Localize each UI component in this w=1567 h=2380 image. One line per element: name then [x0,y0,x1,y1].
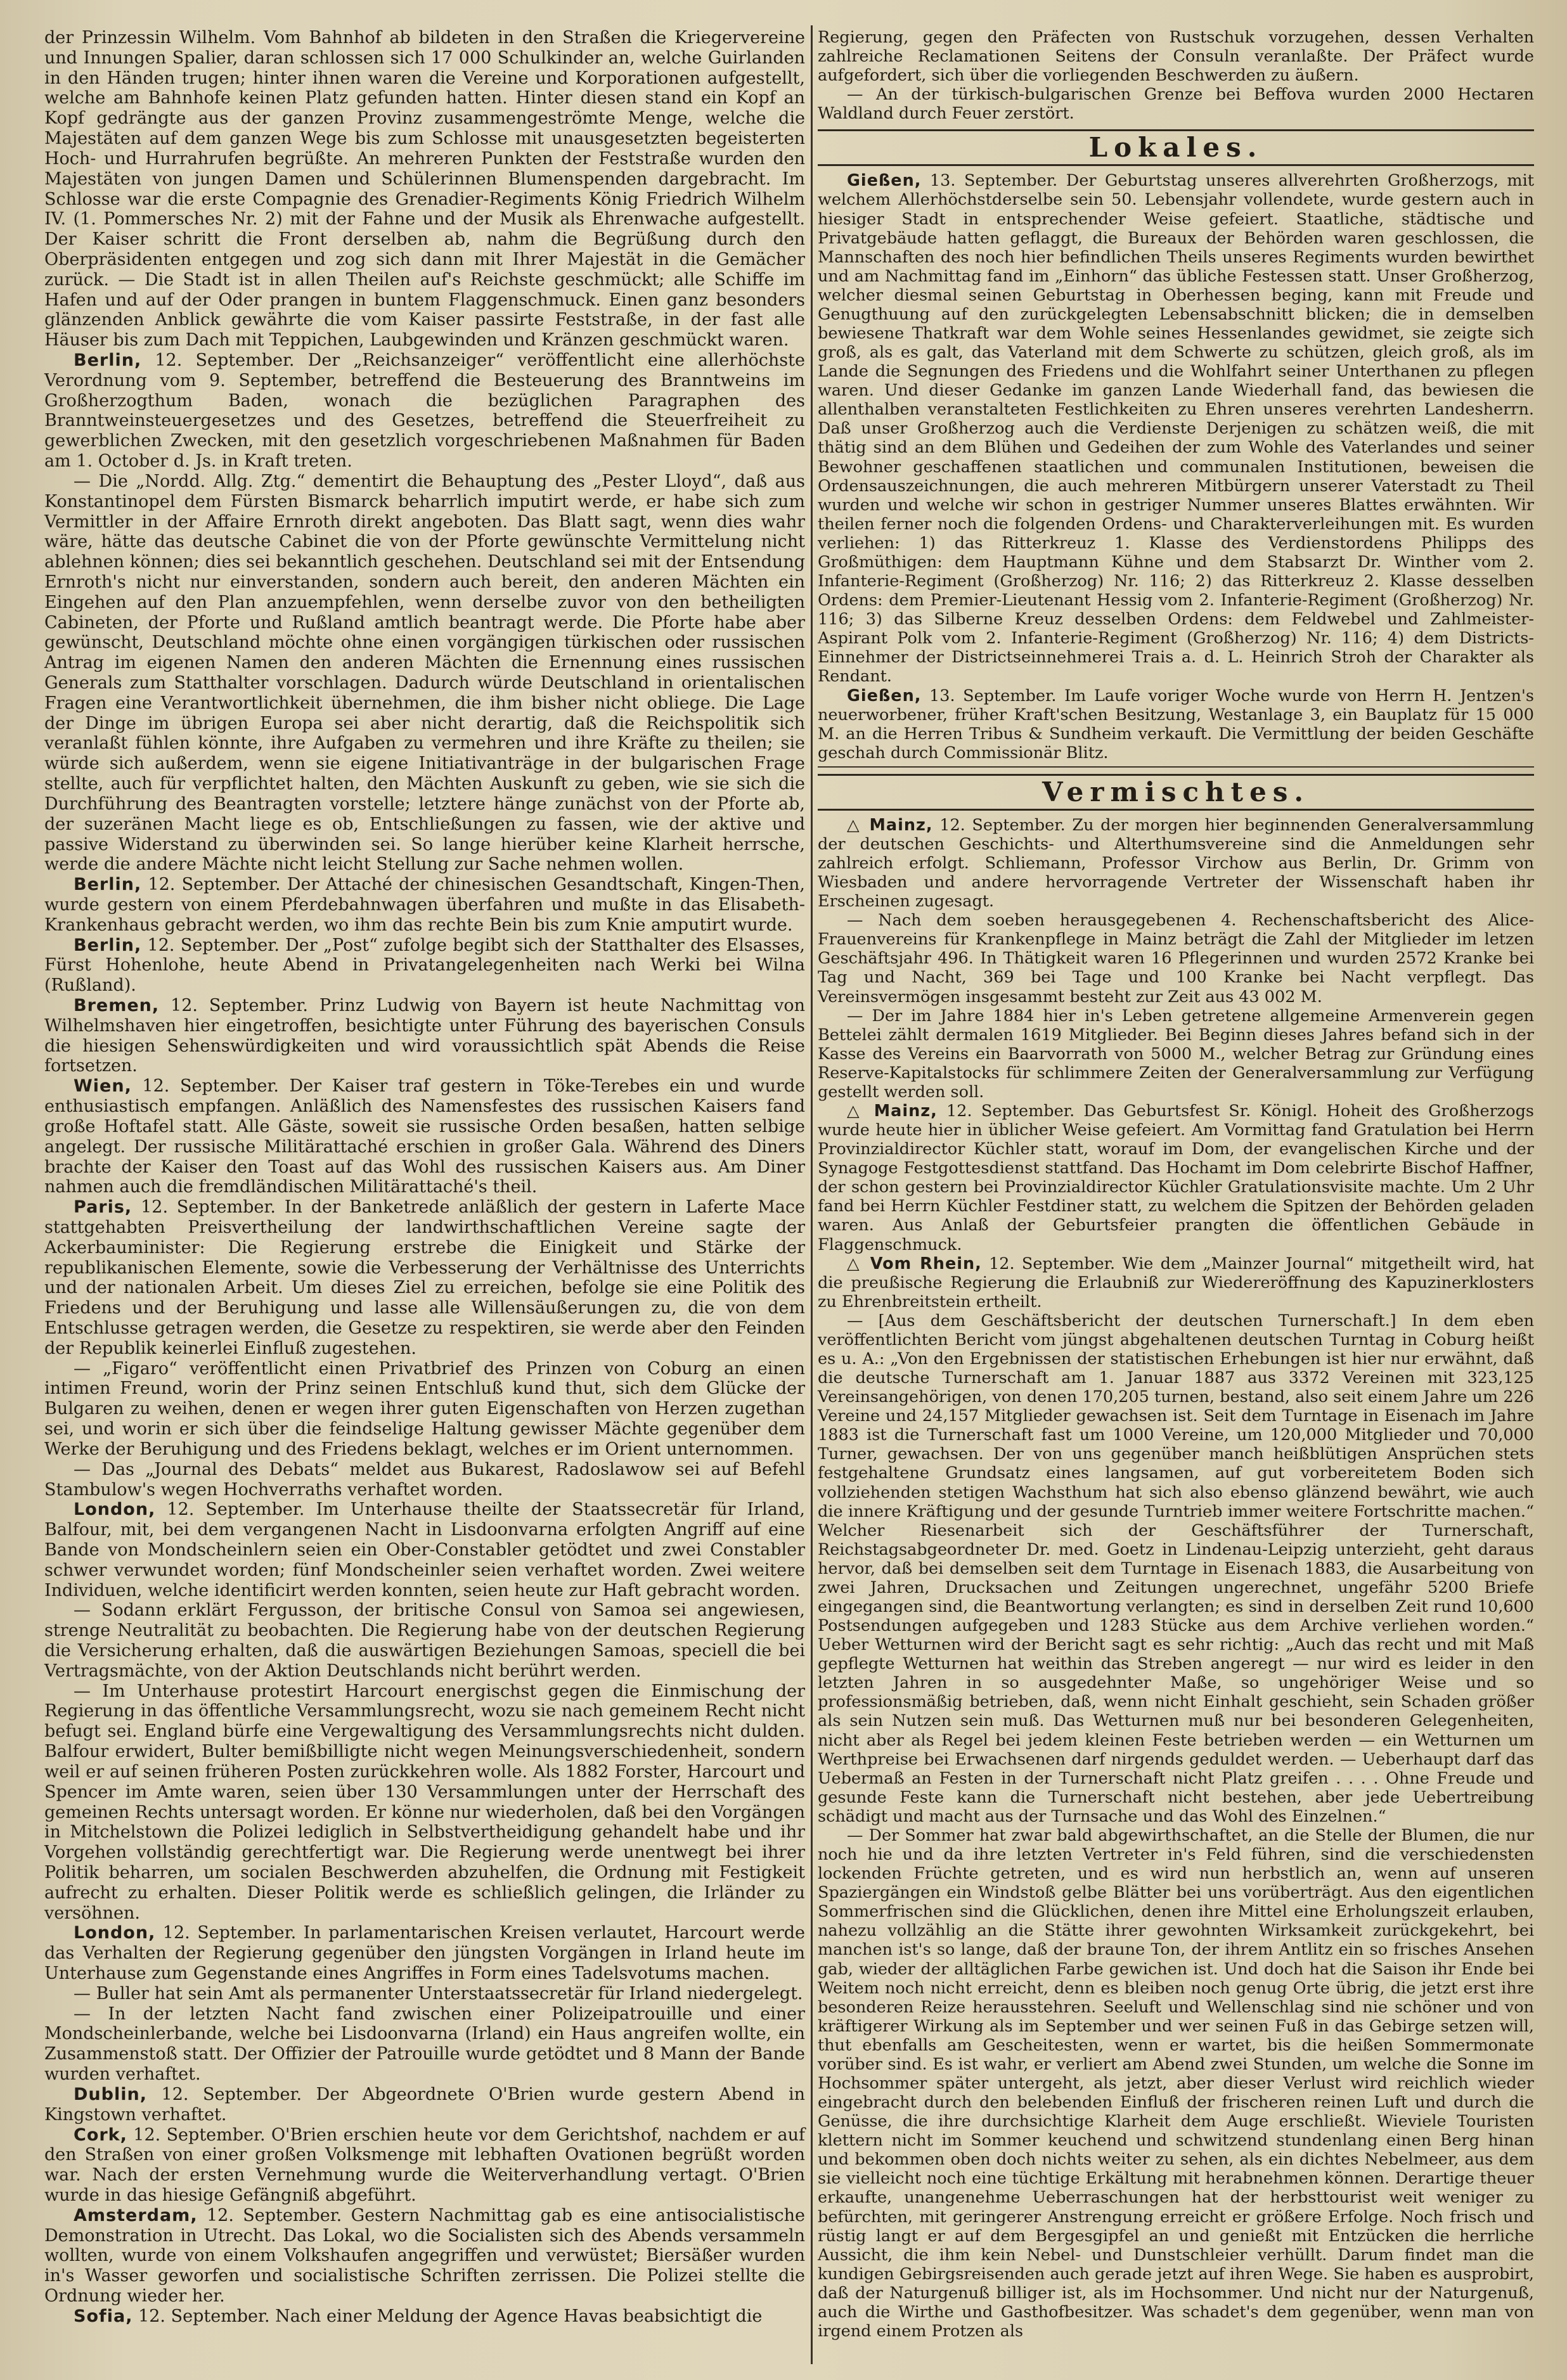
article-paragraph [44,2085,805,2125]
dateline: Bremen, [74,996,160,1015]
paragraph-text: — Der Sommer hat zwar bald abgewirthschaftet, an die Stelle der Blumen, die nur noch hie und da ihre letzten Vertreter in's Feld führen, sind die verschiedensten lockenden Früchte getreten, und es wird nun herbstlich an, wenn auf unseren Spaziergängen ein Windstoß gelbe Blätter bei uns vorüberträgt. Aus den eigentlichen Sommerfrischen sind die Glücklichen, denen ihre Mittel eine Erholungszeit erlauben, nahezu vollzählig an die Stätte ihrer gewohnten Wirksamkeit zurückgekehrt, bei manchen ist's so lange, daß der braune Ton, der ihrem Antlitz ein so frisches Ansehen gab, wieder der alltäglichen Farbe gewichen ist. Und doch hat die Saison ihr Ende bei Weitem noch nicht erreicht, denn es bleiben noch genug Orte übrig, die jetzt erst ihre besonderen Reize herausstehren. Seeluft und Wellenschlag sind nie schöner und von kräftigerer Wirkung als im September und wer seinen Fuß in das Gebirge setzen will, thut ebenfalls am Gescheitesten, wenn er wartet, bis die heißen Sommermonate vorüber sind. Es ist wahr, er verliert am Abend zwei Stunden, um welche die Sonne im Hochsommer später untergeht, als jetzt, aber dieser Verlust wird reichlich wieder eingebracht durch den belebenden Einfluß der frischeren reinen Luft und durch die Genüsse, die ihre durchsichtige Klarheit dem Auge erschließt. Wieviele Touristen klettern nicht im Sommer keuchend und schwitzend stundenlang einen Berg hinan und bekommen oben doch nichts weiter zu sehen, als ein dichtes Nebelmeer, aus dem sie vielleicht noch eine tüchtige Erkältung mit herabnehmen können. Derartige theuer erkaufte, unangenehme Ueberraschungen hat der herbsttourist weit weniger zu befürchten, mit geringerer Anstrengung erreicht er größere Erfolge. Noch frisch und rüstig langt er auf dem Bergesgipfel an und genießt mit Entzücken die herrliche Aussicht, die ihm kein Nebel- und Dunstschleier verhüllt. Darum findet man die kundigen Gebirgsreisenden auch gerade jetzt auf ihren Wege. Sie haben es ausprobirt, daß der Naturgenuß billiger ist, als im Hochsommer. Und nicht nur der Naturgenuß, auch die Wirthe und Gasthofbesitzer. Was schadet's dem gegenüber, wenn man von irgend einem Protzen als [818,1825,1534,2341]
column-rule [811,25,813,2364]
article-paragraph [44,2306,805,2327]
article-paragraph [44,1076,805,1197]
paragraph-text: — Das „Journal des Debats“ meldet aus Bukarest, Radoslawow sei auf Befehl Stambulow's wegen Hochverraths verhaftet worden. [44,1459,805,1500]
article-paragraph [44,1682,805,1924]
paragraph-text: 13. September. Im Laufe voriger Woche wurde von Herrn H. Jentzen's neuerworbener, früher Kraft'schen Besitzung, Westanlage 3, ein Bauplatz für 15 000 M. an die Herren Tribus & Sundheim verkauft. Die Vermittlung der beiden Geschäfte geschah durch Commissionär Blitz. [818,686,1534,762]
paragraph-text: — An der türkisch-bulgarischen Grenze bei Beffova wurden 2000 Hectaren Waldland durch Feuer zerstört. [818,85,1534,124]
paragraph-text: — Der im Jahre 1884 hier in's Leben getretene allgemeine Armenverein gegen Bettelei zählt dermalen 1619 Mitglieder. Bei Beginn dieses Jahres befand sich in der Kasse des Vereins ein Baarvorrath von 5000 M., welcher Betrag zur Gründung eines Reserve-Kapitalstocks für schlimmere Zeiten der Generalversammlung zur Verfügung gestellt werden soll. [818,1006,1534,1102]
article-paragraph [818,1102,1534,1254]
dateline: Amsterdam, [74,2205,198,2225]
paragraph-text: — In der letzten Nacht fand zwischen einer Polizeipatrouille und einer Mondscheinlerbande, welche bei Lisdoonvarna (Irland) ein Haus angreifen wollte, ein Zusammenstoß statt. Der Offizier der Patrouille wurde getödtet und 8 Mann der Bande wurden verhaftet. [44,2004,805,2085]
article-paragraph [818,85,1534,123]
paragraph-text: — Die „Nordd. Allg. Ztg.“ dementirt die Behauptung des „Pester Lloyd“, daß aus Konstantinopel dem Fürsten Bismarck beharrlich imputirt werde, er habe sich zum Vermittler in der Affaire Ernroth direkt angeboten. Das Blatt sagt, wenn dies wahr wäre, hätte das deutsche Cabinet die von der Pforte gewünschte Vermittelung nicht ablehnen können; dies sei bekanntlich geschehen. Deutschland sei mit der Entsendung Ernroth's nicht nur einverstanden, sondern auch bereit, den anderen Mächten ein Eingehen auf den Plan anzuempfehlen, wenn derselbe zuvor von den betheiligten Cabineten, der Pforte und Rußland amtlich beantragt werde. Die Pforte habe aber gewünscht, Deutschland möchte ohne einen vorgängigen türkischen oder russischen Antrag im eigenen Namen den anderen Mächten die Ernennung eines russischen Generals zum Statthalter vorschlagen. Dadurch würde Deutschland in orientalischen Fragen eine Verantwortlichkeit übernehmen, die ihm bisher nicht obliege. Die Lage der Dinge im übrigen Europa sei aber nicht derartig, daß die Reichspolitik sich veranlaßt fühlen könnte, ihre Aufgaben zu vermehren und ihre Kräfte zu theilen; sie würde sich außerdem, wenn sie eigene Initiativanträge in der bulgarischen Frage stellte, auch für verpflichtet halten, den Mächten Auskunft zu geben, wie sie sich die Durchführung des Beantragten vorstelle; letztere hänge zunächst von der Pforte ab, der suzeränen Macht liege es ob, Entschließungen zu fassen, wie der aktive und passive Widerstand zu überwinden sei. So lange hierüber keine Klarheit herrsche, werde die andere Mächte nicht leicht Stellung zur Sache nehmen wollen. [44,471,805,875]
paragraph-text: — Im Unterhause protestirt Harcourt energischst gegen die Einmischung der Regierung in das öffentliche Versammlungsrecht, wozu sie nach gemeinem Recht nicht befugt sei. England bürfe eine Vergewaltigung des Versammlungsrechts nicht dulden. Balfour erwidert, Bulter bemißbilligte nicht wegen Meinungsverschiedenheit, sondern weil er auf seinen früheren Posten zurückkehren wolle. Als 1882 Forster, Harcourt und Spencer im Amte waren, seien über 130 Versammlungen unter der Herrschaft des gemeinen Rechts untersagt worden. Er könne nur wiederholen, daß bei den Vorgängen in Mitchelstown die Polizei lediglich in Selbstvertheidigung gehandelt habe und ihr Vorgehen vollständig gerechtfertigt war. Die Regierung werde unentwegt bei ihrer Politik beharren, um socialen Beschwerden abzuhelfen, die Ordnung mit Festigkeit aufrecht zu erhalten. Dieser Politik werde es schließlich gelingen, die Irländer zu versöhnen. [44,1681,805,1923]
paragraph-text: 12. September. Der Attaché der chinesischen Gesandtschaft, Kingen-Then, wurde gestern von einem Pferdebahnwagen überfahren und mußte in das Elisabeth-Krankenhaus gebracht werden, wo ihm das rechte Bein bis zum Knie amputirt wurde. [44,875,805,935]
section-heading-lokales: Lokales. [818,129,1534,166]
article-paragraph [818,1254,1534,1311]
right-column [818,28,1534,2341]
article-paragraph [818,911,1534,1006]
article-paragraph [44,996,805,1076]
paragraph-text: 12. September. Der Kaiser traf gestern in Töke-Terebes ein und wurde enthusiastisch empfangen. Anläßlich des Namensfestes des russischen Kaisers fand große Hoftafel statt. Alle Gäste, soweit sie russische Orden besaßen, hatten selbige angelegt. Der russische Militärattaché erschien in großer Gala. Während des Diners brachte der Kaiser den Toast auf das Wohl des russischen Kaisers aus. Am Diner nahmen auch die fremdländischen Militärattaché's theil. [44,1076,805,1197]
dateline: △ Vom Rhein, [847,1254,982,1273]
paragraph-text: — Nach dem soeben herausgegebenen 4. Rechenschaftsbericht des Alice-Frauenvereins für Krankenpflege in Mainz beträgt die Zahl der Mitglieder im letzen Geschäftsjahr 496. In Thätigkeit waren 16 Pflegerinnen und wurden 2572 Kranke bei Tag und Nacht, 369 bei Tage und 100 Kranke bei Nacht verpflegt. Das Vereinsvermögen insgesammt besteht zur Zeit aus 43 002 M. [818,911,1534,1007]
article-paragraph [818,171,1534,686]
section-divider [818,766,1534,768]
article-paragraph [44,1600,805,1681]
article-paragraph [44,875,805,935]
article-paragraph [44,28,805,351]
article-paragraph [44,1460,805,1500]
article-paragraph [44,936,805,996]
dateline: London, [74,1500,156,1520]
paragraph-text: 12. September. O'Brien erschien heute vor dem Gerichtshof, nachdem er auf den Straßen von einer großen Volksmenge mit lebhaften Ovationen begrüßt worden war. Nach der ersten Vernehmung wurde die Weiterverhandlung vertagt. O'Brien wurde in das hiesige Gefängniß abgeführt. [44,2125,805,2205]
paragraph-text: — Buller hat sein Amt als permanenter Unterstaatssecretär für Irland niedergelegt. [74,1983,803,2004]
right-column-continuation [818,28,1534,123]
article-paragraph [818,28,1534,85]
paragraph-text: 12. September. In parlamentarischen Kreisen verlautet, Harcourt werde das Verhalten der Regierung gegenüber den jüngsten Vorgängen in Irland heute im Unterhause zum Gegenstande eines Angriffes in Form eines Tadelsvotums machen. [44,1923,805,1983]
lokales-section [818,171,1534,762]
paragraph-text: 12. September. Der „Reichsanzeiger“ veröffentlicht eine allerhöchste Verordnung vom 9. September, betreffend die Besteuerung des Branntweins im Großherzogthum Baden, wonach die bezüglichen Paragraphen des Branntweinsteuergesetzes und des Gesetzes, betreffend die Steuerfreiheit zu gewerblichen Zwecken, mit den gesetzlich vorgeschriebenen Maßnahmen für Baden am 1. October d. Js. in Kraft treten. [44,351,805,472]
article-paragraph [44,1923,805,1983]
paragraph-text: 12. September. Der „Post“ zufolge begibt sich der Statthalter des Elsasses, Fürst Hohenlohe, heute Abend in Privatangelegenheiten nach Werki bei Wilna (Rußland). [44,935,805,996]
paragraph-text: 12. September. Das Geburtsfest Sr. Königl. Hoheit des Großherzogs wurde heute hier in üblicher Weise gefeiert. Am Vormittag fand Gratulation bei Herrn Provinzialdirector Küchler statt, worauf im Dom, der evangelischen Kirche und der Synagoge Festgottesdienst stattfand. Das Hochamt im Dom celebrirte Bischof Haffner, der schon gestern bei Provinzialdirector Küchler Gratulationsvisite machte. Um 2 Uhr fand bei Herrn Küchler Festdiner statt, zu welchem die Spitzen der Behörden geladen waren. Aus Anlaß der Geburtsfeier prangten die öffentlichen Gebäude in Flaggenschmuck. [818,1101,1534,1254]
dateline: △ Mainz, [847,815,933,835]
section-heading-vermischtes: Vermischtes. [818,774,1534,811]
article-paragraph [44,2004,805,2085]
paragraph-text: 12. September. Wie dem „Mainzer Journal“ mitgetheilt wird, hat die preußische Regierung die Erlaubniß zur Wiedereröffnung des Kapuzinerklosters zu Ehrenbreitstein ertheilt. [818,1254,1534,1311]
article-paragraph [818,1007,1534,1102]
paragraph-text: 12. September. Zu der morgen hier beginnenden Generalversammlung der deutschen Geschichts- und Alterthumsvereine sind die Anmeldungen sehr zahlreich erfolgt. Schliemann, Professor Virchow aus Berlin, Dr. Grimm von Wiesbaden und andere hervorragende Vertreter der Wissenschaft haben ihr Erscheinen zugesagt. [818,815,1535,911]
paragraph-text: 13. September. Der Geburtstag unseres allverehrten Großherzogs, mit welchem Allerhöchstderselbe sein 50. Lebensjahr vollendete, wurde gestern auch in hiesiger Stadt in entsprechender Weise gefeiert. Staatliche, städtische und Privatgebäude hatten geflaggt, die Bureaux der Behörden waren geschlossen, die Mannschaften des noch hier befindlichen Theils unseres Regiments wurden bewirthet und am Nachmittag fand im „Einhorn“ das übliche Festessen statt. Unser Großherzog, welcher diesmal seinen Geburtstag in Oberhessen beging, kann mit Freude und Genugthuung auf den zurückgelegten Lebensabschnitt blicken; die in demselben bewiesene Thatkraft war dem Wohle seines Hessenlandes gewidmet, sie zeigte sich groß, als es galt, das Vaterland mit dem Schwerte zu schützen, gleich groß, als im Lande die Segnungen des Friedens und die Wohlfahrt seiner Unterthanen zu pflegen waren. Und dieser Gedanke im ganzen Lande Wiederhall fand, das bewiesen die allenthalben veranstalteten Festlichkeiten zu Ehren unseres verehrten Landesherrn. Daß unser Großherzog auch die Verdienste Derjenigen zu schätzen weiß, die mit thätig sind an dem Blühen und Gedeihen der zum Wohle des Vaterlandes und seiner Bewohner geschaffenen staatlichen und communalen Institutionen, beweisen die Ordensauszeichnungen, die auch mehreren Mitbürgern unserer Vaterstadt zu Theil wurden und welche wir schon in gestriger Nummer unseres Blattes erwähnten. Wir theilen ferner noch die folgenden Ordens- und Charakterverleihungen mit. Es wurden verliehen: 1) das Ritterkreuz 1. Klasse des Verdienstordens Philipps des Großmüthigen: dem Hauptmann Kühne und dem Stabsarzt Dr. Winther vom 2. Infanterie-Regiment (Großherzog) Nr. 116; 2) das Ritterkreuz 2. Klasse desselben Ordens: dem Premier-Lieutenant Hessig vom 2. Infanterie-Regiment (Großherzog) Nr. 116; 3) das Silberne Kreuz desselben Ordens: dem Feldwebel und Zahlmeister-Aspirant Polk vom 2. Infanterie-Regiment (Großherzog) Nr. 116; 4) dem Districts-Einnehmer der Districtseinnehmerei Trais a. d. L. Heinrich Stroh der Charakter als Rendant. [818,171,1534,686]
paragraph-text: 12. September. In der Banketrede anläßlich der gestern in Laferte Mace stattgehabten Preisvertheilung der landwirthschaftlichen Vereine sagte der Ackerbauminister: Die Regierung erstrebe die Einigkeit und Stärke der republikanischen Elemente, sowie die Verbesserung der Verhältnisse des Unterrichts und der nationalen Arbeit. Um dieses Ziel zu erreichen, befolge sie eine Politik des Friedens und der Beruhigung und lasse alle Willensäußerungen zu, die von dem Entschlusse getragen werden, die Gesetze zu respektiren, sie werde aber den Feinden der Republik keinerlei Einfluß zugestehen. [44,1197,805,1358]
article-paragraph [44,2206,805,2306]
article-paragraph [44,2125,805,2206]
dateline: Dublin, [74,2084,147,2104]
dateline: Paris, [74,1197,132,1218]
paragraph-text: — „Figaro“ veröffentlicht einen Privatbrief des Prinzen von Coburg an einen intimen Freund, worin der Prinz seinen Entschluß kund thut, sich dem Glücke der Bulgaren zu weihen, denen er wegen ihrer guten Eigenschaften von Herzen zugethan sei, und worin er sich über die feindselige Haltung gewisser Mächte gegenüber dem Werke der Beruhigung und des Friedens beklagt, welches er im Orient unternommen. [44,1358,805,1459]
article-paragraph [44,1500,805,1600]
left-column [44,28,805,2327]
article-paragraph [818,1826,1534,2341]
paragraph-text: der Prinzessin Wilhelm. Vom Bahnhof ab bildeten in den Straßen die Kriegervereine und Innungen Spalier, daran schlossen sich 17 000 Schulkinder an, welche Guirlanden in den Händen trugen; hinter ihnen waren die Vereine und Korporationen aufgestellt, welche am Bahnhofe keinen Platz gefunden hatten. Hinter diesen stand ein Kopf an Kopf gedrängte aus der ganzen Provinz zusammengeströmte Menge, welche die Majestäten auf dem ganzen Wege bis zum Schlosse mit unausgesetzten begeisterten Hoch- und Hurrahrufen begrüßte. An mehreren Punkten der Feststraße wurden den Majestäten von jungen Damen und Schülerinnen Blumenspenden dargebracht. Im Schlosse war die erste Compagnie des Grenadier-Regiments König Friedrich Wilhelm IV. (1. Pommersches Nr. 2) mit der Fahne und der Musik als Ehrenwache aufgestellt. Der Kaiser schritt die Front derselben ab, nahm die Begrüßung durch den Oberpräsidenten entgegen und zog sich dann mit Ihrer Majestät in die Gemächer zurück. — Die Stadt ist in allen Theilen auf's Reichste geschmückt; alle Schiffe im Hafen und auf der Oder prangen in buntem Flaggenschmuck. Einen ganz besonders glänzenden Anblick gewährte die vom Kaiser passirte Feststraße, in der fast alle Häuser bis zum Dach mit Teppichen, Laubgewinden und Kränzen geschmückt waren. [44,28,805,351]
dateline: Gießen, [847,686,922,705]
paragraph-text: — [Aus dem Geschäftsbericht der deutschen Turnerschaft.] In dem eben veröffentlichten Bericht vom jüngst abgehaltenen deutschen Turntag in Coburg heißt es u. A.: „Von den Ergebnissen der statistischen Erhebungen ist hier nur erwähnt, daß die deutsche Turnerschaft am 1. Januar 1887 aus 3372 Vereinen mit 323,125 Vereinsangehörigen, von denen 170,205 turnen, bestand, also seit einem Jahre um 226 Vereine und 24,157 Mitglieder gewachsen ist. Seit dem Turntage in Eisenach im Jahre 1883 ist die Turnerschaft fast um 1000 Vereine, um 120,000 Mitglieder und 70,000 Turner, gewachsen. Der von uns gegenüber manch heißblütigen Ansprüchen stets festgehaltene Grundsatz eines langsamen, auf gut vorbereitetem Boden sich vollziehenden stetigen Wachsthum hat sich also ebenso glänzend bewährt, wie auch die innere Kräftigung und der gesunde Turntrieb immer weitere Fortschritte machen.“ Welcher Riesenarbeit sich der Geschäftsführer der Turnerschaft, Reichstagsabgeordneter Dr. med. Goetz in Lindenau-Leipzig unterzieht, geht daraus hervor, daß bei demselben seit dem Turntage in Eisenach 1883, die Ausarbeitung von zwei Jahren, Drucksachen und Zeitungen ungerechnet, ungefähr 5200 Briefe eingegangen sind, die Beantwortung verlangten; es sind in derselben Zeit rund 10,600 Postsendungen aufgegeben und 1283 Stücke aus dem Archive verliehen worden.“ Ueber Wetturnen wird der Bericht sagt es sehr richtig: „Auch das recht und mit Maß gepflegte Wetturnen hat weithin das Streben angeregt — nur wird es leider in den letzten Jahren in so ausgedehnter Maße, so ungehöriger Weise und so professionsmäßig betrieben, daß, wenn nicht Einhalt geschieht, sein Schaden größer als sein Nutzen sein muß. Das Wetturnen muß nur bei besonderen Gelegenheiten, nicht aber als Regel bei jedem kleinen Feste betrieben werden — ein Wetturnen um Werthpreise bei Erwachsenen darf nirgends geduldet werden. — Ueberhaupt darf das Uebermaß an Festen in der Turnerschaft nicht Platz greifen . . . . Ohne Freude und gesunde Feste kann die Turnerschaft nicht bestehen, aber jede Uebertreibung schädigt und macht aus der Turnsache und das Wohl des Einzelnen.“ [818,1311,1534,1826]
dateline: Berlin, [74,875,142,895]
article-paragraph [818,816,1534,911]
paragraph-text: Regierung, gegen den Präfecten von Rustschuk vorzugehen, dessen Verhalten zahlreiche Reclamationen Seitens der Consuln veranlaßte. Der Präfect wurde aufgefordert, sich über die vorliegenden Beschwerden zu äußern. [818,28,1534,86]
article-paragraph [818,1311,1534,1826]
dateline: Cork, [74,2125,127,2145]
paragraph-text: 12. September. Der Abgeordnete O'Brien wurde gestern Abend in Kingstown verhaftet. [44,2084,805,2125]
article-paragraph [44,1359,805,1460]
dateline: Berlin, [74,351,142,370]
paragraph-text: 12. September. Prinz Ludwig von Bayern ist heute Nachmittag von Wilhelmshaven hier eingetroffen, besichtigte unter Führung des bayerischen Consuls die hiesigen Sehenswürdigkeiten und wird voraussichtlich spät Abends die Reise fortsetzen. [44,996,805,1076]
article-paragraph [44,351,805,472]
article-paragraph [44,1197,805,1359]
article-paragraph [44,1984,805,2004]
paragraph-text: 12. September. Im Unterhause theilte der Staatssecretär für Irland, Balfour, mit, bei dem vergangenen Nacht in Lisdoonvarna erfolgten Angriff auf eine Bande von Mondscheinlern seien ein Ober-Constabler getödtet und zwei Constabler schwer verwundet worden; fünf Mondscheinler seien verhaftet worden. Zwei weitere Individuen, welche identificirt werden konnten, seien heute zur Haft gebracht worden. [44,1500,805,1600]
dateline: Gießen, [847,171,922,191]
paragraph-text: 12. September. Gestern Nachmittag gab es eine antisocialistische Demonstration in Utrecht. Das Lokal, wo die Socialisten sich des Abends versammeln wollten, wurde von einem Volkshaufen angegriffen und verwüstet; Biersäßer wurden in's Wasser geworfen und socialistische Schriften zerrissen. Die Polizei stellte die Ordnung wieder her. [44,2205,805,2306]
dateline: Berlin, [74,935,142,955]
article-paragraph [818,686,1534,762]
paragraph-text: — Sodann erklärt Fergusson, der britische Consul von Samoa sei angewiesen, strenge Neutralität zu beobachten. Die Regierung habe von der deutschen Regierung die Versicherung erhalten, daß die auswärtigen Beziehungen Samoas, speciell die bei Vertragsmächte, von der Aktion Deutschlands nicht berührt werden. [44,1600,805,1681]
vermischtes-section [818,816,1534,2341]
article-paragraph [44,472,805,875]
dateline: London, [74,1923,156,1943]
paragraph-text: 12. September. Nach einer Meldung der Agence Havas beabsichtigt die [132,2306,763,2326]
dateline: Wien, [74,1076,132,1097]
dateline: Sofia, [74,2306,133,2326]
dateline: △ Mainz, [847,1101,938,1121]
